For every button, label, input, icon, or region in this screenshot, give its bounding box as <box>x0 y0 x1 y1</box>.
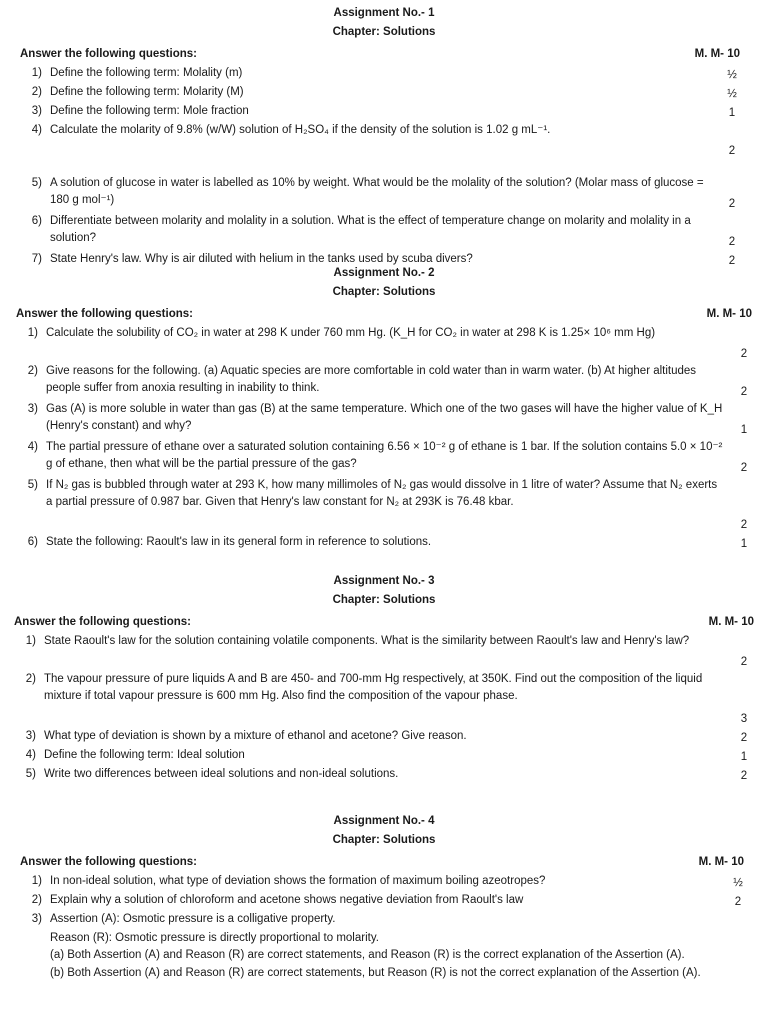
question-mark: 2 <box>740 769 748 782</box>
question-text: State Raoult's law for the solution containing volatile components. What is the similarity between Raoult's law and Henry's law? <box>44 635 690 647</box>
question-number: 6) <box>27 536 38 548</box>
question-mark: 1 <box>740 750 748 763</box>
question-mark: 2 <box>734 895 742 908</box>
question-mark: ½ <box>733 876 743 889</box>
question-text: Define the following term: Molarity (M) <box>50 86 244 98</box>
option-a: (a) Both Assertion (A) and Reason (R) are correct statements, and Reason (R) is the correct explanation of the Assertion (A). <box>50 949 685 962</box>
question-item <box>14 671 754 728</box>
question-item <box>14 633 754 671</box>
question-mark: 2 <box>728 197 736 210</box>
maximum-marks: M. M- 10 <box>698 856 744 868</box>
question-number: 1) <box>25 635 36 647</box>
chapter-title: Chapter: Solutions <box>332 834 436 846</box>
assignment-title: Assignment No.- 1 <box>333 7 435 19</box>
instruction-label: Answer the following questions: <box>16 308 193 320</box>
assignment-header <box>0 264 768 302</box>
assignment-1 <box>0 4 768 270</box>
question-text: Define the following term: Ideal solution <box>44 749 245 761</box>
assignment-header <box>0 4 768 42</box>
question-mark: ½ <box>727 68 737 81</box>
question-mark: ½ <box>727 87 737 100</box>
instruction-row <box>20 44 740 64</box>
question-text: Calculate the molarity of 9.8% (w/W) solution of H₂SO₄ if the density of the solution is 1.02 g mL⁻¹. <box>50 124 551 136</box>
assignment-3 <box>0 572 768 785</box>
instruction-label: Answer the following questions: <box>20 48 197 60</box>
option-b: (b) Both Assertion (A) and Reason (R) are correct statements, but Reason (R) is not the correct explanation of the Assertion (A). <box>50 966 701 979</box>
question-number: 3) <box>31 105 42 117</box>
question-text: A solution of glucose in water is labelled as 10% by weight. What would be the molality of the solution? (Molar mass of glucose = 180 g mol⁻¹) <box>50 177 704 207</box>
question-mark: 2 <box>740 347 748 360</box>
question-list <box>20 873 748 982</box>
chapter-title: Chapter: Solutions <box>332 286 436 298</box>
maximum-marks: M. M- 10 <box>694 48 740 60</box>
question-number: 3) <box>27 403 38 415</box>
chapter-title: Chapter: Solutions <box>332 594 436 606</box>
question-item <box>20 103 742 122</box>
question-mark: 2 <box>740 731 748 744</box>
question-number: 2) <box>31 894 42 906</box>
question-number: 1) <box>31 875 42 887</box>
question-item <box>20 84 742 103</box>
question-number: 4) <box>25 749 36 761</box>
maximum-marks: M. M- 10 <box>708 616 754 628</box>
question-text: The partial pressure of ethane over a saturated solution containing 6.56 × 10⁻² g of ethane is 1 bar. If the solution contains 5.0 × 10⁻² g of ethane, then what will be the partial pressure of the gas? <box>46 441 723 471</box>
question-text: State Henry's law. Why is air diluted with helium in the tanks used by scuba divers? <box>50 253 473 265</box>
reason-statement: Reason (R): Osmotic pressure is directly proportional to molarity. <box>50 932 379 944</box>
question-text: In non-ideal solution, what type of deviation shows the formation of maximum boiling azeotropes? <box>50 875 546 887</box>
question-text: Define the following term: Molality (m) <box>50 67 243 79</box>
question-mark: 2 <box>740 461 748 474</box>
assignment-title: Assignment No.- 2 <box>333 267 435 279</box>
question-item <box>16 477 754 534</box>
question-item <box>20 892 748 911</box>
question-mark: 1 <box>740 423 748 436</box>
question-number: 2) <box>25 673 36 685</box>
question-item <box>16 363 754 401</box>
question-text: What type of deviation is shown by a mixture of ethanol and acetone? Give reason. <box>44 730 467 742</box>
question-mark: 2 <box>740 518 748 531</box>
question-list <box>16 325 754 553</box>
question-text: State the following: Raoult's law in its general form in reference to solutions. <box>46 536 432 548</box>
question-text: If N₂ gas is bubbled through water at 293 K, how many millimoles of N₂ gas would dissolve in 1 litre of water? Assume that N₂ exerts a partial pressure of 0.987 bar. Given that Henry's law constant for N₂ at 293K is 76.48 kbar. <box>46 479 718 509</box>
question-number: 3) <box>25 730 36 742</box>
question-item <box>20 873 748 892</box>
question-mark: 2 <box>728 254 736 267</box>
assignment-title: Assignment No.- 3 <box>333 575 435 587</box>
question-number: 5) <box>27 479 38 491</box>
maximum-marks: M. M- 10 <box>706 308 752 320</box>
question-number: 2) <box>27 365 38 377</box>
question-list <box>14 633 754 785</box>
question-mark: 2 <box>728 144 736 157</box>
question-text: Explain why a solution of chloroform and acetone shows negative deviation from Raoult's law <box>50 894 524 906</box>
instruction-label: Answer the following questions: <box>14 616 191 628</box>
question-number: 5) <box>31 177 42 189</box>
question-text: The vapour pressure of pure liquids A and B are 450- and 700-mm Hg respectively, at 350K. Find out the composition of the liquid mixture if total vapour pressure is 600 mm Hg. Also find the composition of the vapour phase. <box>44 673 703 703</box>
instruction-row <box>20 852 744 872</box>
question-number: 2) <box>31 86 42 98</box>
question-item <box>20 65 742 84</box>
question-mark: 2 <box>740 655 748 668</box>
question-number: 6) <box>31 215 42 227</box>
question-mark: 2 <box>728 235 736 248</box>
question-number: 4) <box>31 124 42 136</box>
question-text: Gas (A) is more soluble in water than gas (B) at the same temperature. Which one of the two gases will have the higher value of K_H (Henry's constant) and why? <box>46 403 723 433</box>
question-number: 3) <box>31 913 42 925</box>
question-item <box>14 728 754 747</box>
question-text: Write two differences between ideal solutions and non-ideal solutions. <box>44 768 399 780</box>
assignment-header <box>0 572 768 610</box>
question-number: 5) <box>25 768 36 780</box>
question-item <box>20 911 748 930</box>
question-item <box>16 534 754 553</box>
assignment-2 <box>0 264 768 553</box>
assignment-header <box>0 812 768 850</box>
question-item <box>20 122 742 160</box>
assertion-continuation <box>50 930 748 982</box>
question-text: Give reasons for the following. (a) Aquatic species are more comfortable in cold water than in warm water. (b) At higher altitudes people suffer from anoxia resulting in inability to think. <box>46 365 697 395</box>
question-item <box>14 747 754 766</box>
question-text: Define the following term: Mole fraction <box>50 105 249 117</box>
question-mark: 2 <box>740 385 748 398</box>
question-text: Differentiate between molarity and molality in a solution. What is the effect of temperature change on molarity and molality in a solution? <box>50 215 691 245</box>
question-text: Calculate the solubility of CO₂ in water at 298 K under 760 mm Hg. (K_H for CO₂ in water at 298 K is 1.25× 10⁶ mm Hg) <box>46 327 656 339</box>
question-text: Assertion (A): Osmotic pressure is a colligative property. <box>50 913 336 925</box>
assignment-title: Assignment No.- 4 <box>333 815 435 827</box>
question-number: 1) <box>27 327 38 339</box>
question-mark: 3 <box>740 712 748 725</box>
question-number: 7) <box>31 253 42 265</box>
question-mark: 1 <box>728 106 736 119</box>
question-item <box>16 401 754 439</box>
instruction-row <box>16 304 752 324</box>
question-item <box>16 439 754 477</box>
question-number: 4) <box>27 441 38 453</box>
instruction-row <box>14 612 754 632</box>
question-item <box>20 213 742 251</box>
question-number: 1) <box>31 67 42 79</box>
question-mark: 1 <box>740 537 748 550</box>
question-item <box>16 325 754 363</box>
question-list <box>20 65 742 270</box>
chapter-title: Chapter: Solutions <box>332 26 436 38</box>
question-item <box>20 175 742 213</box>
question-item <box>14 766 754 785</box>
instruction-label: Answer the following questions: <box>20 856 197 868</box>
assignment-4 <box>0 812 768 982</box>
